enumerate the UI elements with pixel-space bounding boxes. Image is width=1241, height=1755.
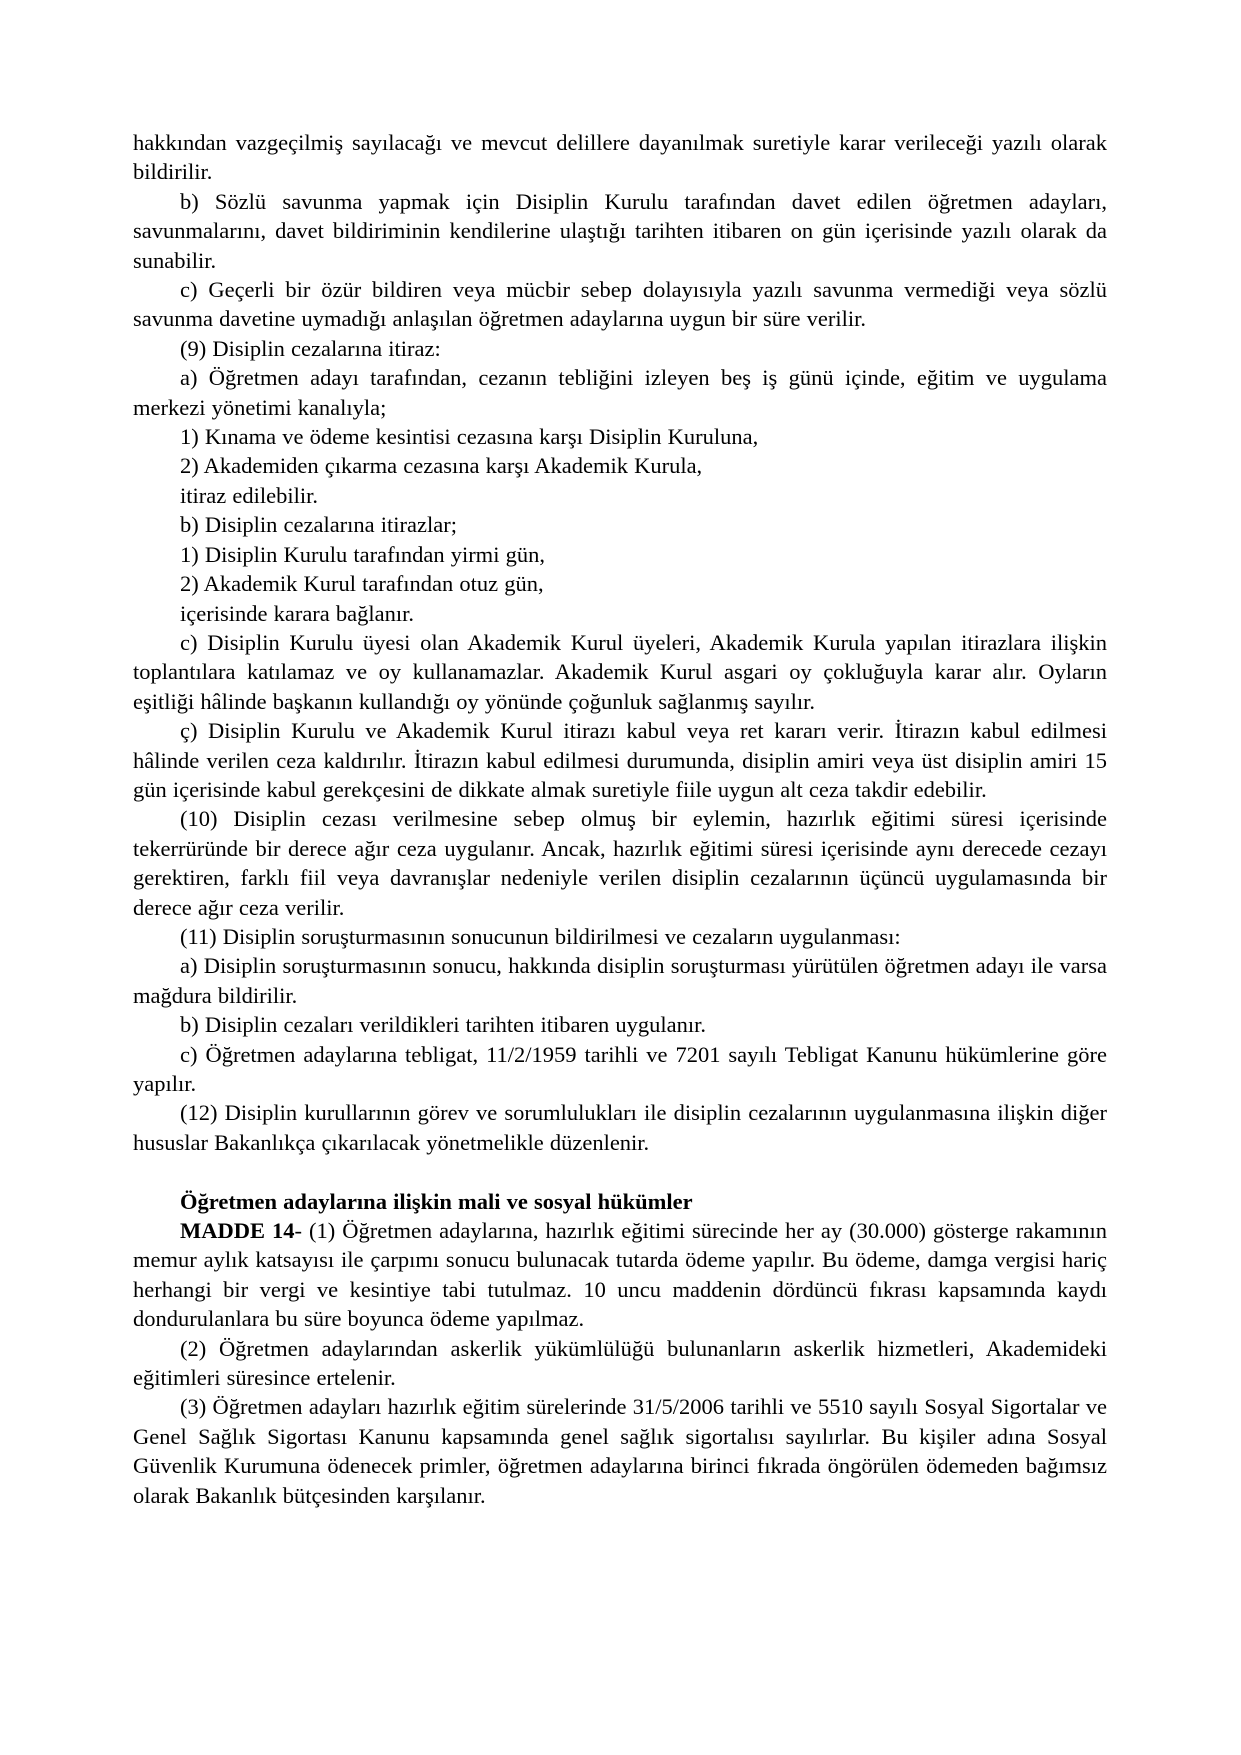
paragraph: c) Disiplin Kurulu üyesi olan Akademik Kurul üyeleri, Akademik Kurula yapılan itirazlara ilişkin toplantılara katılamaz ve oy kullanamazlar. Akademik Kurul asgari oy çokluğuyla karar alır. Oyların eşitliği hâlinde başkanın kullandığı oy yönünde çoğunluk sağlanmış sayılır. <box>133 629 1107 714</box>
paragraph: (11) Disiplin soruşturmasının sonucunun bildirilmesi ve cezaların uygulanması: <box>180 923 901 949</box>
paragraph: MADDE 14- (1) Öğretmen adaylarına, hazırlık eğitimi sürecinde her ay (30.000) gösterge rakamının memur aylık katsayısı ile çarpımı sonucu bulunacak tutarda ödeme yapılır. Bu ödeme, damga vergisi hariç herhangi bir vergi ve kesintiye tabi tutulmaz. 10 uncu maddenin dördüncü fıkrası kapsamında kaydı dondurulanlara bu süre boyunca ödeme yapılmaz. <box>133 1218 1108 1332</box>
paragraph: (12) Disiplin kurullarının görev ve sorumlulukları ile disiplin cezalarının uygulanmasına ilişkin diğer hususlar Bakanlıkça çıkarılacak yönetmelikle düzenlenir. <box>133 1100 1107 1155</box>
paragraph: hakkından vazgeçilmiş sayılacağı ve mevcut delillere dayanılmak suretiyle karar verileceği yazılı olarak bildirilir. <box>133 130 1107 185</box>
paragraph: 1) Disiplin Kurulu tarafından yirmi gün, <box>180 541 545 567</box>
paragraph: 1) Kınama ve ödeme kesintisi cezasına karşı Disiplin Kuruluna, <box>180 424 759 450</box>
paragraph: içerisinde karara bağlanır. <box>180 600 415 626</box>
paragraph: (9) Disiplin cezalarına itiraz: <box>180 335 441 361</box>
paragraph: a) Disiplin soruşturmasının sonucu, hakkında disiplin soruşturması yürütülen öğretmen adayı ile varsa mağdura bildirilir. <box>133 953 1107 1008</box>
section-heading: Öğretmen adaylarına ilişkin mali ve sosyal hükümler <box>180 1188 693 1214</box>
paragraph: c) Geçerli bir özür bildiren veya mücbir sebep dolayısıyla yazılı savunma vermediği veya sözlü savunma davetine uymadığı anlaşılan öğretmen adaylarına uygun bir süre verilir. <box>133 277 1107 332</box>
paragraph: a) Öğretmen adayı tarafından, cezanın tebliğini izleyen beş iş günü içinde, eğitim ve uygulama merkezi yönetimi kanalıyla; <box>133 365 1107 420</box>
paragraph: 2) Akademiden çıkarma cezasına karşı Akademik Kurula, <box>180 453 703 479</box>
paragraph: itiraz edilebilir. <box>180 482 318 508</box>
paragraph: b) Disiplin cezalarına itirazlar; <box>180 512 457 538</box>
paragraph: 2) Akademik Kurul tarafından otuz gün, <box>180 571 544 597</box>
paragraph: c) Öğretmen adaylarına tebligat, 11/2/1959 tarihli ve 7201 sayılı Tebligat Kanunu hükümlerine göre yapılır. <box>133 1041 1107 1096</box>
paragraph: b) Sözlü savunma yapmak için Disiplin Kurulu tarafından davet edilen öğretmen adayları, savunmalarını, davet bildiriminin kendilerine ulaştığı tarihten itibaren on gün içerisinde yazılı olarak da sunabilir. <box>133 188 1107 273</box>
document-content <box>133 128 1107 1510</box>
paragraph: (2) Öğretmen adaylarından askerlik yükümlülüğü bulunanların askerlik hizmetleri, Akademideki eğitimleri süresince ertelenir. <box>133 1335 1107 1391</box>
paragraph: (3) Öğretmen adayları hazırlık eğitim sürelerinde 31/5/2006 tarihli ve 5510 sayılı Sosyal Sigortalar ve Genel Sağlık Sigortası Kanunu kapsamında genel sağlık sigortalısı sayılırlar. Bu kişiler adına Sosyal Güvenlik Kurumuna ödenecek primler, öğretmen adaylarına birinci fıkrada öngörülen ödemeden bağımsız olarak Bakanlık bütçesinden karşılanır. <box>133 1394 1107 1508</box>
paragraph: ç) Disiplin Kurulu ve Akademik Kurul itirazı kabul veya ret kararı verir. İtirazın kabul edilmesi hâlinde verilen ceza kaldırılır. İtirazın kabul edilmesi durumunda, disiplin amiri veya üst disiplin amiri 15 gün içerisinde kabul gerekçesini de dikkate almak suretiyle fiile uygun alt ceza takdir edebilir. <box>133 718 1107 802</box>
paragraph: (10) Disiplin cezası verilmesine sebep olmuş bir eylemin, hazırlık eğitimi süresi içerisinde tekerrüründe bir derece ağır ceza uygulanır. Ancak, hazırlık eğitimi süresi içerisinde aynı derecede cezayı gerektiren, farklı fiil veya davranışlar nedeniyle verilen disiplin cezalarının üçüncü uygulamasında bir derece ağır ceza verilir. <box>133 806 1107 920</box>
paragraph: b) Disiplin cezaları verildikleri tarihten itibaren uygulanır. <box>180 1012 706 1038</box>
